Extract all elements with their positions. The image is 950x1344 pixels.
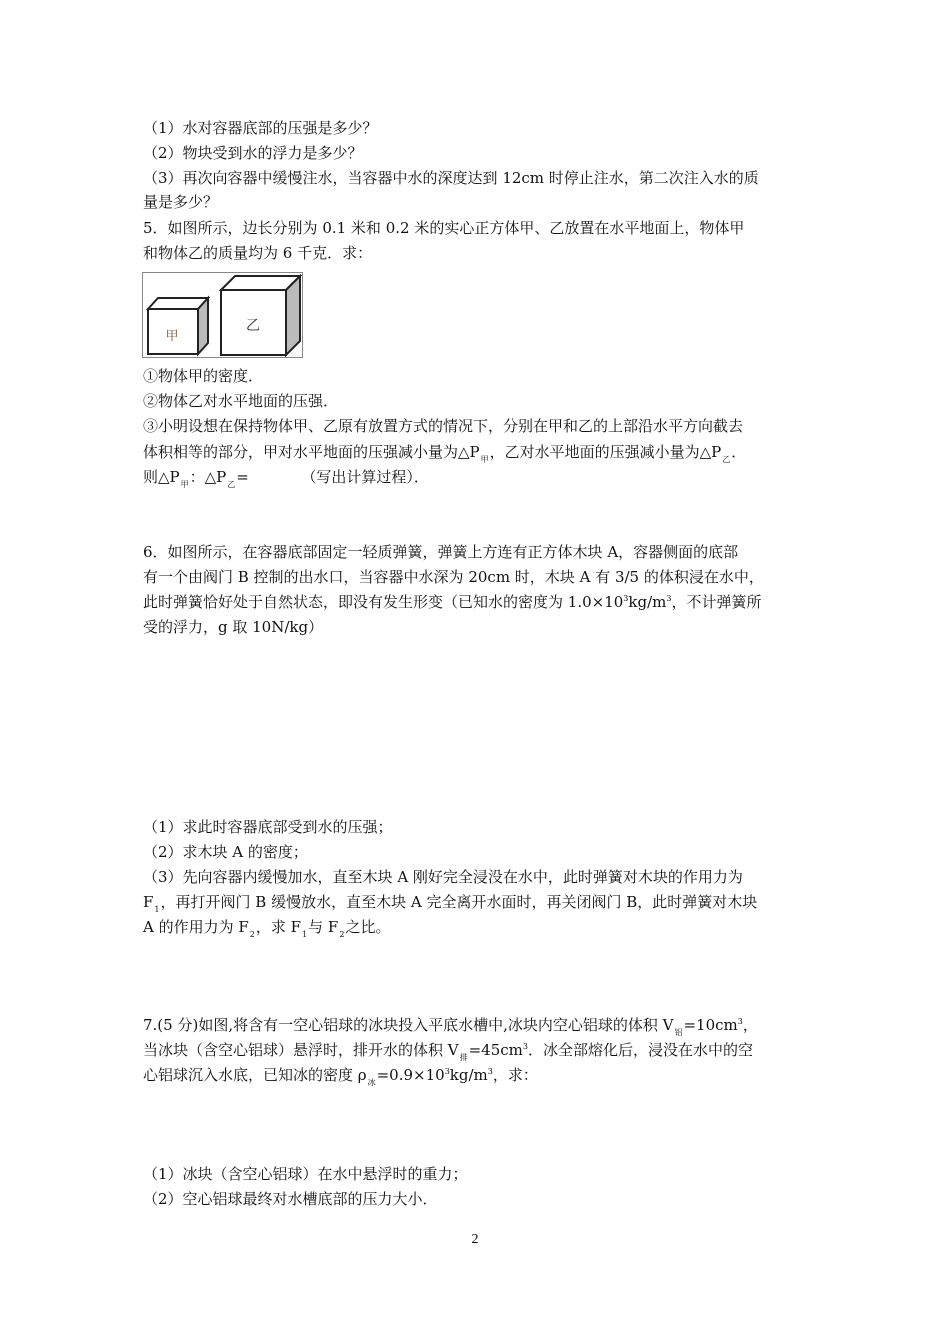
cube-jia-label: 甲 [165, 329, 179, 344]
q6-part3-line2 [143, 892, 757, 915]
cube-jia-side [198, 298, 208, 354]
q6-line2: 有一个由阀门 B 控制的出水口，当容器中水深为 20cm 时，木块 A 有 3/5 的体积浸在水中， [143, 568, 764, 586]
q6-part3-line1: （3）先向容器内缓慢加水，直至木块 A 刚好完全浸没在水中，此时弹簧对木块的作用力为 [143, 868, 743, 886]
q4-part3-line2: 量是多少？ [143, 193, 219, 211]
cube-yi-side [286, 276, 300, 355]
q6-part2: （2）求木块 A 的密度； [143, 843, 308, 861]
cubes-figure [142, 272, 303, 358]
q7-text: =0.9×10 [376, 1066, 445, 1084]
q7-text: ，求： [492, 1066, 538, 1084]
q4-part3-line1: （3）再次向容器中缓慢注水，当容器中水的深度达到 12cm 时停止注水，第二次注入水的质 [143, 169, 759, 187]
q5-sub3-line2 [143, 442, 746, 465]
q5-text: ，乙对水平地面的压强减小量为△P [489, 443, 722, 461]
superscript: 3 [737, 1017, 743, 1026]
q5-line2: 和物体乙的质量均为 6 千克．求： [143, 244, 373, 262]
cube-yi-label: 乙 [246, 318, 260, 334]
superscript: 3 [444, 1067, 450, 1076]
q7-text: =10cm [683, 1016, 738, 1034]
subscript: 冰 [367, 1078, 376, 1087]
q6-part1: （1）求此时容器底部受到水的压强； [143, 818, 393, 836]
q7-text: 心铝球沉入水底，已知冰的密度 ρ [143, 1066, 367, 1084]
q7-text: =45cm [468, 1041, 523, 1059]
superscript: 3 [666, 594, 672, 603]
q5-text: = （写出计算过程）． [236, 468, 429, 486]
subscript-yi: 乙 [227, 480, 236, 489]
subscript: 2 [339, 930, 345, 939]
q6-text: ，不计弹簧所 [671, 593, 762, 611]
q7-text: 当冰块（含空心铝球）悬浮时，排开水的体积 V [143, 1041, 459, 1059]
superscript: 3 [623, 594, 629, 603]
cubes-drawing [143, 273, 302, 357]
q6-part3-line3 [143, 917, 390, 940]
q5-sub2: ②物体乙对水平地面的压强． [143, 392, 339, 410]
q6-text: 此时弹簧恰好处于自然状态，即没有发生形变（已知水的密度为 1.0×10 [143, 593, 624, 611]
q6-line3 [143, 592, 761, 615]
q5-text: ：△P [189, 468, 227, 486]
q6-line1: 6．如图所示，在容器底部固定一轻质弹簧，弹簧上方连有正方体木块 A，容器侧面的底部 [143, 543, 739, 561]
q7-text: 7.(5 分)如图,将含有一空心铝球的冰块投入平底水槽中,冰块内空心铝球的体积 V [143, 1016, 674, 1034]
subscript-yi: 乙 [722, 455, 731, 464]
q7-text: ， [742, 1016, 758, 1034]
q5-text: 体积相等的部分，甲对水平地面的压强减小量为△P [143, 443, 480, 461]
q6-text: F [143, 893, 154, 911]
q5-line1: 5．如图所示，边长分别为 0.1 米和 0.2 米的实心正方体甲、乙放置在水平地面上，物体甲 [143, 219, 745, 237]
q6-text: A 的作用力为 F [143, 918, 249, 936]
subscript: 排 [459, 1053, 468, 1062]
subscript: 2 [249, 930, 255, 939]
q5-sub3-line1: ③小明设想在保持物体甲、乙原有放置方式的情况下，分别在甲和乙的上部沿水平方向截去 [143, 417, 744, 435]
q6-text: 与 F [308, 918, 339, 936]
q5-sub3-line3 [143, 467, 429, 490]
subscript: 铝 [674, 1028, 683, 1037]
superscript: 3 [487, 1067, 493, 1076]
q6-text: ，再打开阀门 B 缓慢放水，直至木块 A 完全离开水面时，再关闭阀门 B，此时弹簧对木块 [160, 893, 758, 911]
subscript: 1 [154, 905, 160, 914]
q6-text: 之比。 [345, 918, 391, 936]
q7-text: ．冰全部熔化后，浸没在水中的空 [527, 1041, 753, 1059]
subscript: 1 [302, 930, 308, 939]
q4-part1: （1）水对容器底部的压强是多少？ [143, 119, 378, 137]
q7-line1 [143, 1015, 758, 1038]
q6-line4: 受的浮力，g 取 10N/kg） [143, 618, 324, 636]
q5-text: 则△P [143, 468, 180, 486]
q7-line2 [143, 1040, 753, 1063]
q7-part2: （2）空心铝球最终对水槽底部的压力大小． [143, 1190, 438, 1208]
subscript-jia: 甲 [180, 480, 189, 489]
q7-part1: （1）冰块（含空心铝球）在水中悬浮时的重力； [143, 1165, 468, 1183]
q7-line3 [143, 1065, 538, 1088]
superscript: 3 [522, 1042, 528, 1051]
subscript-jia: 甲 [480, 455, 489, 464]
q6-text: kg/m [628, 593, 667, 611]
q5-sub1: ①物体甲的密度． [143, 367, 264, 385]
q6-text: ，求 F [255, 918, 302, 936]
q5-text: ． [731, 443, 747, 461]
q7-text: kg/m [449, 1066, 488, 1084]
q4-part2: （2）物块受到水的浮力是多少？ [143, 144, 363, 162]
page-number: 2 [471, 1232, 479, 1247]
